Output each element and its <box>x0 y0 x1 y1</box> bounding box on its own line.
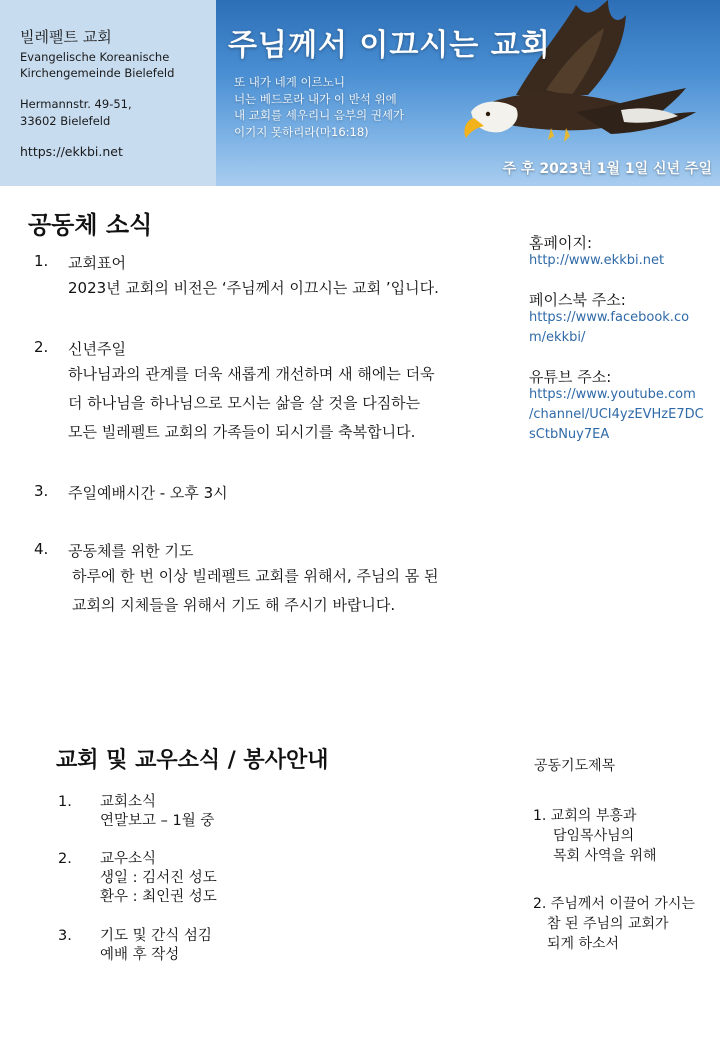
item-title: 교회소식 <box>100 794 157 810</box>
church-name-german <box>20 49 210 81</box>
prayer-item-line: 담임목사님의 <box>553 828 635 844</box>
youtube-link-line: /channel/UCI4yzEVHzE7DC <box>529 407 704 422</box>
verse-line: 이기지 못하리라(마16:18) <box>234 124 369 139</box>
item-title: 교우소식 <box>100 851 157 867</box>
youtube-link-line: https://www.youtube.com <box>529 387 696 402</box>
item-number: 2. <box>58 851 72 867</box>
prayer-title: 공동기도제목 <box>534 758 616 774</box>
prayer-item-line: 참 된 주님의 교회가 <box>547 916 669 932</box>
item-body-line: 모든 빌레펠트 교회의 가족들이 되시기를 축복합니다. <box>68 423 416 441</box>
church-website[interactable]: https://ekkbi.net <box>20 144 123 159</box>
banner-title: 주님께서 이끄시는 교회 <box>228 28 551 63</box>
item-number: 1. <box>34 252 49 270</box>
prayer-item-line: 목회 사역을 위해 <box>553 848 657 864</box>
item-number: 2. <box>34 338 49 356</box>
item-body-line: 연말보고 – 1월 중 <box>100 813 215 829</box>
item-body-line: 더 하나님을 하나님으로 모시는 삶을 살 것을 다짐하는 <box>68 394 421 412</box>
facebook-link[interactable] <box>529 308 709 348</box>
bible-verse <box>234 74 404 140</box>
youtube-label: 유튜브 주소: <box>529 368 612 386</box>
item-body-line: 하루에 한 번 이상 빌레펠트 교회를 위해서, 주님의 몸 된 <box>72 567 439 585</box>
facebook-label: 페이스북 주소: <box>529 291 626 309</box>
service-date: 주 후 2023년 1월 1일 신년 주일 <box>502 161 712 177</box>
address-street: Hermannstr. 49-51, <box>20 97 132 111</box>
prayer-item-line: 2. 주님께서 이끌어 가시는 <box>533 896 695 912</box>
item-title: 공동체를 위한 기도 <box>68 542 194 560</box>
item-body-line: 2023년 교회의 비전은 ‘주님께서 이끄시는 교회 ’입니다. <box>68 279 439 297</box>
prayer-item-line: 되게 하소서 <box>547 936 620 952</box>
homepage-label: 홈페이지: <box>529 234 593 252</box>
item-body-line: 환우 : 최인권 성도 <box>100 889 217 905</box>
church-name-german-line: Evangelische Koreanische <box>20 50 170 64</box>
verse-line: 너는 베드로라 내가 이 반석 위에 <box>234 91 397 106</box>
verse-line: 또 내가 네게 이르노니 <box>234 75 345 89</box>
youtube-link[interactable] <box>529 385 709 445</box>
church-address <box>20 96 132 130</box>
section-title-church-news: 교회 및 교우소식 / 봉사안내 <box>56 748 329 773</box>
item-number: 3. <box>34 482 49 500</box>
facebook-link-line: m/ekkbi/ <box>529 330 586 345</box>
item-number: 1. <box>58 794 72 810</box>
item-title: 주일예배시간 - 오후 3시 <box>68 484 228 502</box>
item-number: 3. <box>58 928 72 944</box>
church-name: 빌레펠트 교회 <box>20 28 112 46</box>
address-city: 33602 Bielefeld <box>20 114 111 128</box>
item-body-line: 하나님과의 관계를 더욱 새롭게 개선하며 새 해에는 더욱 <box>68 365 435 383</box>
item-title: 교회표어 <box>68 254 126 272</box>
facebook-link-line: https://www.facebook.co <box>529 310 690 325</box>
item-body-line: 예배 후 작성 <box>100 947 180 963</box>
church-name-german-line: Kirchengemeinde Bielefeld <box>20 66 175 80</box>
item-title: 기도 및 간식 섬김 <box>100 928 212 944</box>
item-body-line: 생일 : 김서진 성도 <box>100 870 217 886</box>
homepage-link[interactable]: http://www.ekkbi.net <box>529 253 665 268</box>
banner <box>216 0 720 186</box>
section-title-community-news: 공동체 소식 <box>28 211 153 239</box>
item-number: 4. <box>34 540 49 558</box>
item-body-line: 교회의 지체들을 위해서 기도 해 주시기 바랍니다. <box>72 596 396 614</box>
item-title: 신년주일 <box>68 340 126 358</box>
verse-line: 내 교회를 세우리니 음부의 권세가 <box>234 108 405 122</box>
youtube-link-line: sCtbNuy7EA <box>529 427 610 442</box>
prayer-item-line: 1. 교회의 부흥과 <box>533 808 637 824</box>
